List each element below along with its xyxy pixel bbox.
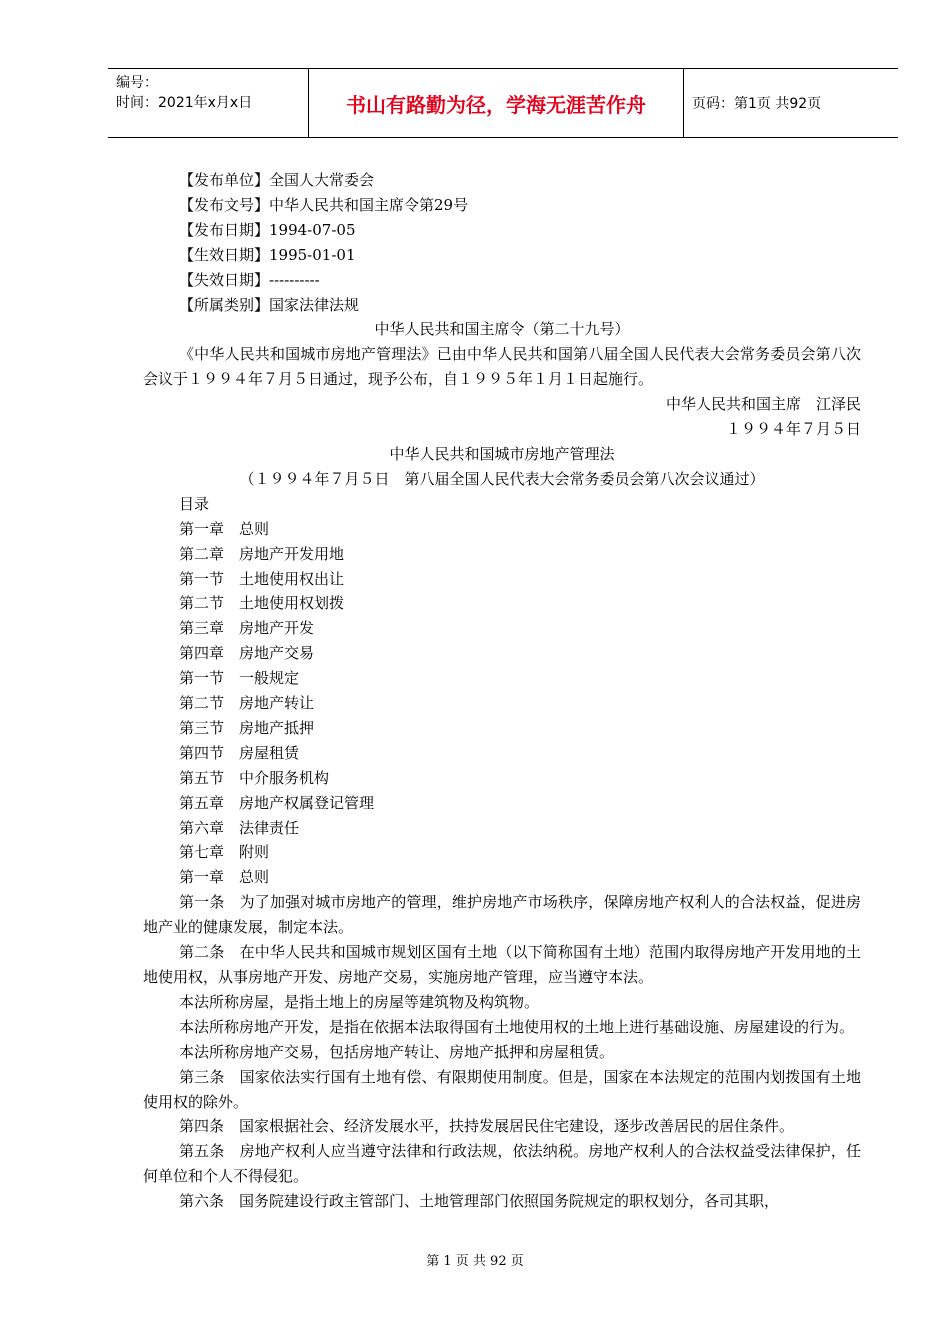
toc-item: 第三节 房地产抵押	[179, 718, 315, 737]
toc-label: 目录	[179, 494, 210, 513]
toc-item: 第六章 法律责任	[179, 818, 300, 837]
chapter-heading: 第一章 总则	[179, 868, 270, 887]
signature: 中华人民共和国主席 江泽民	[665, 395, 861, 414]
toc-item: 第二节 土地使用权划拨	[179, 594, 345, 613]
time-label: 时间：2021年x月x日	[116, 95, 253, 111]
article-paragraph: 第三条 国家依法实行国有土地有偿、有限期使用制度。但是，国家在本法规定的范围内划拨国有土地使用权的除外。	[143, 1067, 861, 1111]
header-info-cell	[108, 69, 309, 137]
article-paragraph: 第四条 国家根据社会、经济发展水平，扶持发展居民住宅建设，逐步改善居民的居住条件。	[179, 1117, 795, 1136]
toc-item: 第一章 总则	[179, 519, 270, 538]
meta-line: 【发布日期】1994-07-05	[179, 220, 356, 239]
sign-date: １９９４年７月５日	[725, 420, 861, 439]
header-motto: 书山有路勤为径，学海无涯苦作舟	[309, 69, 684, 137]
number-label: 编号：	[116, 75, 158, 91]
document-body	[143, 168, 861, 1214]
article-paragraph: 第一条 为了加强对城市房地产的管理，维护房地产市场秩序，保障房地产权利人的合法权益，促进房地产业的健康发展，制定本法。	[143, 893, 861, 937]
article-paragraph: 本法所称房地产开发，是指在依据本法取得国有土地使用权的土地上进行基础设施、房屋建设的行为。	[179, 1017, 855, 1036]
toc-item: 第一节 一般规定	[179, 669, 300, 688]
page-footer: 第 1 页 共 92 页	[426, 1254, 524, 1269]
decree-body: 《中华人民共和国城市房地产管理法》已由中华人民共和国第八届全国人民代表大会常务委员会第八次会议于１９９４年７月５日通过，现予公布，自１９９５年１月１日起施行。	[143, 345, 861, 389]
toc-item: 第二章 房地产开发用地	[179, 544, 345, 563]
page-header	[108, 68, 898, 138]
article-paragraph: 本法所称房地产交易，包括房地产转让、房地产抵押和房屋租赁。	[179, 1042, 615, 1061]
toc-item: 第三章 房地产开发	[179, 619, 315, 638]
toc-item: 第五章 房地产权属登记管理	[179, 793, 375, 812]
meta-line: 【失效日期】----------	[179, 270, 320, 289]
toc-item: 第四节 房屋租赁	[179, 743, 300, 762]
toc-item: 第五节 中介服务机构	[179, 768, 330, 787]
article-paragraph: 第六条 国务院建设行政主管部门、土地管理部门依照国务院规定的职权划分，各司其职，	[179, 1192, 780, 1211]
article-paragraph: 第五条 房地产权利人应当遵守法律和行政法规，依法纳税。房地产权利人的合法权益受法律保护，任何单位和个人不得侵犯。	[143, 1142, 861, 1186]
meta-line: 【所属类别】国家法律法规	[179, 295, 360, 314]
toc-item: 第四章 房地产交易	[179, 644, 315, 663]
meta-line: 【发布文号】中华人民共和国主席令第29号	[179, 195, 469, 214]
law-title: 中华人民共和国城市房地产管理法	[389, 444, 615, 463]
article-paragraph: 本法所称房屋，是指土地上的房屋等建筑物及构筑物。	[179, 992, 540, 1011]
article-paragraph: 第二条 在中华人民共和国城市规划区国有土地（以下简称国有土地）范围内取得房地产开发用地的土地使用权，从事房地产开发、房地产交易，实施房地产管理，应当遵守本法。	[143, 943, 861, 986]
toc-item: 第七章 附则	[179, 843, 270, 862]
meta-line: 【生效日期】1995-01-01	[179, 245, 356, 264]
meta-line: 【发布单位】全国人大常委会	[179, 171, 375, 189]
toc-item: 第一节 土地使用权出让	[179, 569, 345, 588]
toc-item: 第二节 房地产转让	[179, 694, 315, 713]
law-subtitle: （１９９４年７月５日 第八届全国人民代表大会常务委员会第八次会议通过）	[239, 469, 765, 488]
header-page-info: 页码：第1页 共92页	[692, 96, 822, 112]
decree-title: 中华人民共和国主席令（第二十九号）	[374, 320, 630, 339]
